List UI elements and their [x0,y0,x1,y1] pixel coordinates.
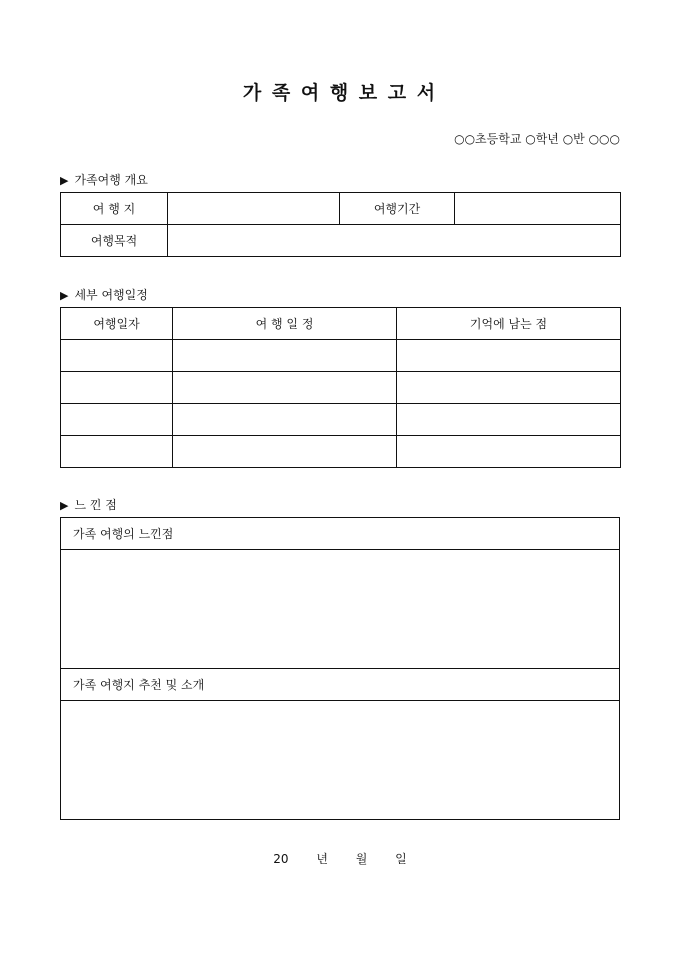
schedule-header-row [61,308,621,340]
schedule-detail-cell[interactable] [173,436,397,468]
date-line [0,850,680,867]
overview-table [60,192,621,257]
date-day: 일 [395,852,407,866]
triangle-bullet-icon: ▶ [60,174,69,187]
recommend-field[interactable] [61,701,620,820]
column-header-memorable: 기억에 남는 점 [397,308,621,340]
schedule-detail-cell[interactable] [173,372,397,404]
section-schedule-label: 세부 여행일정 [74,288,148,302]
section-impressions-heading [60,496,117,513]
recommend-label: 가족 여행지 추천 및 소개 [61,669,620,701]
schedule-memory-cell[interactable] [397,436,621,468]
schedule-detail-cell[interactable] [173,404,397,436]
table-row [61,340,621,372]
period-field[interactable] [455,193,621,225]
date-year-prefix: 20 [273,852,289,866]
schedule-memory-cell[interactable] [397,404,621,436]
schedule-table [60,307,621,468]
table-row [61,372,621,404]
schedule-date-cell[interactable] [61,372,173,404]
section-schedule-heading [60,286,148,303]
table-row [61,436,621,468]
schedule-date-cell[interactable] [61,340,173,372]
feelings-label: 가족 여행의 느낀점 [61,518,620,550]
date-year: 년 [316,852,328,866]
section-overview-heading [60,171,148,188]
period-label: 여행기간 [340,193,455,225]
impressions-table [60,517,620,820]
schedule-detail-cell[interactable] [173,340,397,372]
column-header-schedule: 여 행 일 정 [173,308,397,340]
triangle-bullet-icon: ▶ [60,499,69,512]
date-month: 월 [355,852,368,866]
section-impressions-label: 느 낀 점 [74,498,117,512]
document-title: 가 족 여 행 보 고 서 [242,82,438,104]
student-byline: ○○초등학교 ○학년 ○반 ○○○ [454,132,620,146]
feelings-field[interactable] [61,550,620,669]
column-header-date: 여행일자 [61,308,173,340]
schedule-date-cell[interactable] [61,404,173,436]
purpose-field[interactable] [168,225,621,257]
purpose-label: 여행목적 [61,225,168,257]
schedule-date-cell[interactable] [61,436,173,468]
schedule-memory-cell[interactable] [397,340,621,372]
destination-field[interactable] [168,193,340,225]
section-overview-label: 가족여행 개요 [74,173,148,187]
triangle-bullet-icon: ▶ [60,289,69,302]
table-row [61,404,621,436]
destination-label: 여 행 지 [61,193,168,225]
schedule-memory-cell[interactable] [397,372,621,404]
